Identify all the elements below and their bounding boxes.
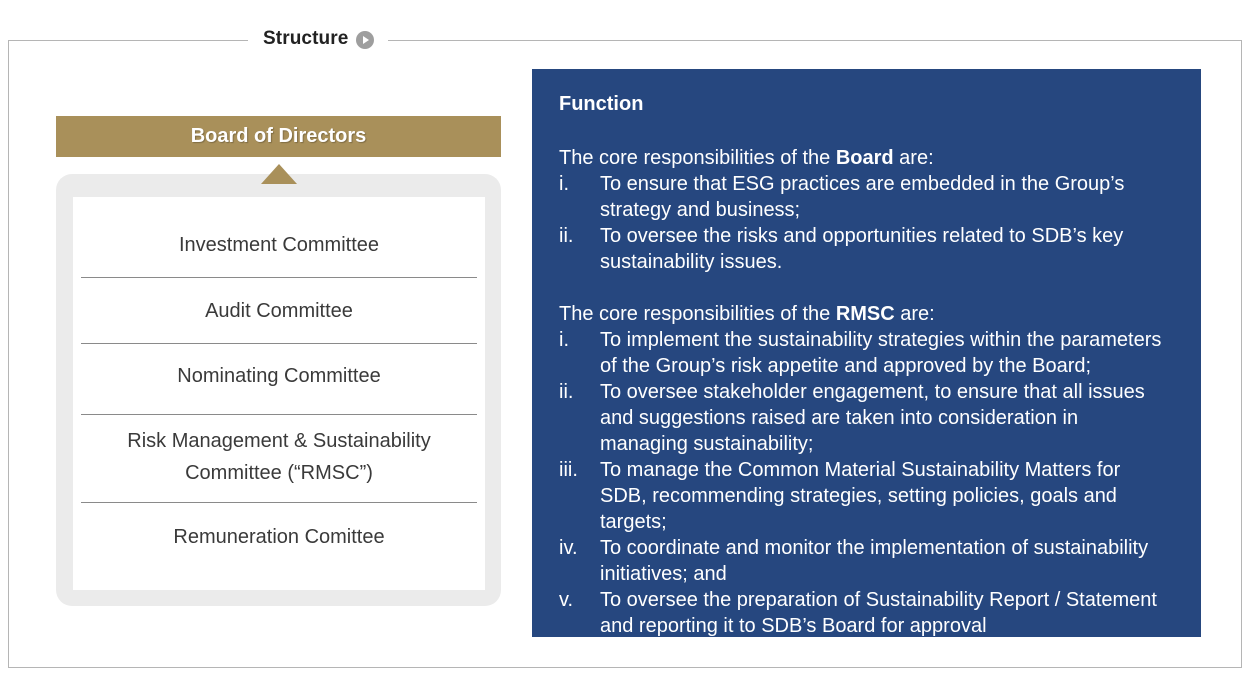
- arrow-up-icon: [261, 164, 297, 184]
- list-item: i. To ensure that ESG practices are embedded in the Group’s strategy and business;: [559, 173, 1125, 221]
- function-panel: [532, 69, 1201, 637]
- rmsc-entity: RMSC: [835, 303, 895, 325]
- committee-audit: Audit Committee: [205, 300, 353, 322]
- list-item: iv. To coordinate and monitor the implementation of sustainability initiatives; and: [559, 537, 1149, 585]
- committee-divider: [81, 502, 477, 503]
- board-entity: Board: [835, 147, 894, 169]
- list-item: i. To implement the sustainability strategies within the parameters of the Group’s risk appetite and approved by the Board;: [559, 329, 1162, 377]
- committee-rmsc: Risk Management & Sustainability Committee (“RMSC”): [127, 430, 431, 484]
- board-of-directors-box: Board of Directors: [56, 116, 501, 157]
- committee-divider: [81, 414, 477, 415]
- list-item: iii. To manage the Common Material Sustainability Matters for SDB, recommending strategies, setting policies, goals and targets;: [559, 459, 1121, 533]
- function-title: Function: [559, 93, 644, 115]
- list-item: ii. To oversee stakeholder engagement, to ensure that all issues and suggestions raised are taken into consideration in managing sustainability;: [559, 381, 1145, 455]
- list-item: ii. To oversee the risks and opportunities related to SDB’s key sustainability issues.: [559, 225, 1124, 273]
- rmsc-intro: The core responsibilities of the RMSC are:: [559, 303, 935, 325]
- committee-remuneration: Remuneration Comittee: [173, 526, 385, 548]
- rmsc-responsibilities: [559, 327, 1171, 639]
- committee-divider: [81, 277, 477, 278]
- list-item: v. To oversee the preparation of Sustainability Report / Statement and reporting it to SDB’s Board for approval: [559, 589, 1157, 637]
- committee-list: [73, 197, 485, 590]
- committee-investment: Investment Committee: [178, 234, 380, 256]
- committee-nominating: Nominating Committee: [177, 365, 381, 387]
- structure-title: Structure: [263, 28, 349, 49]
- board-intro: The core responsibilities of the Board are:: [559, 147, 934, 169]
- structure-heading[interactable]: [248, 24, 388, 54]
- board-responsibilities: [559, 171, 1171, 275]
- play-circle-icon[interactable]: [356, 31, 374, 49]
- committee-divider: [81, 343, 477, 344]
